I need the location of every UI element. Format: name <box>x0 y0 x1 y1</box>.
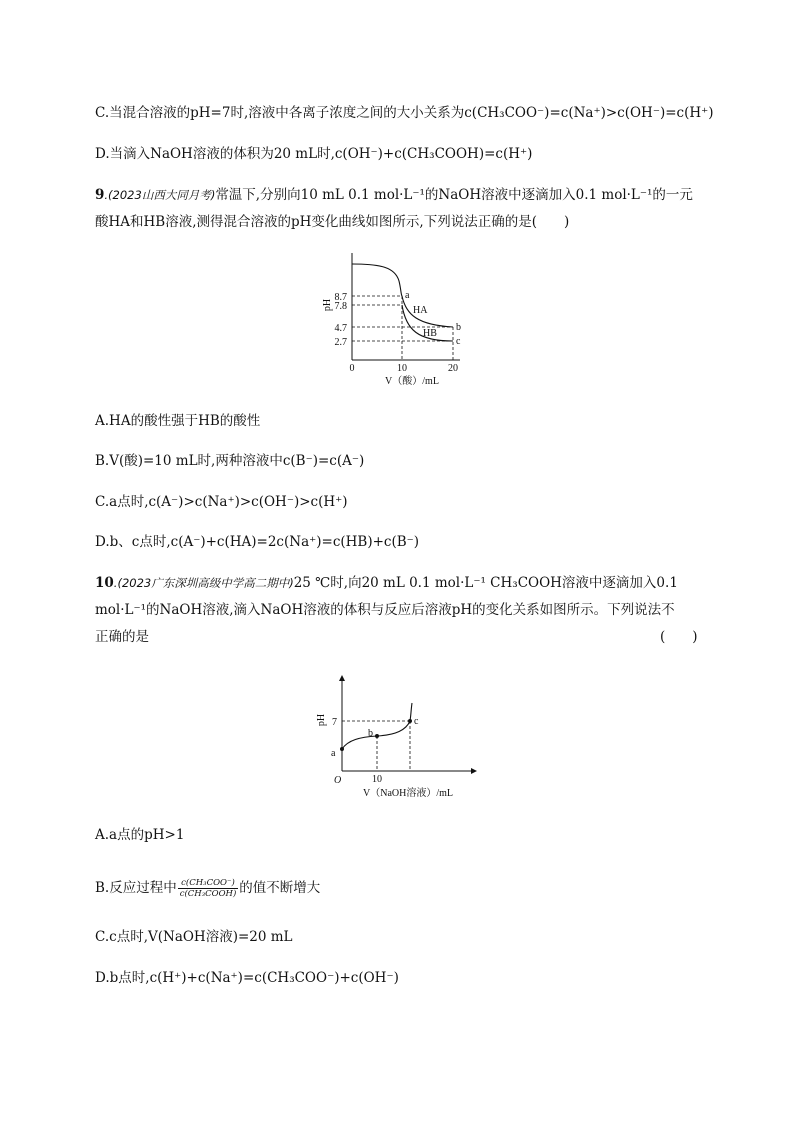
q10-point-a <box>340 747 344 751</box>
q9-point-a-label: a <box>405 290 410 301</box>
q9-option-a: A.HA的酸性强于HB的酸性 <box>95 413 261 429</box>
q10-point-a-label: a <box>331 748 336 759</box>
q9-ylabel: pH <box>322 298 333 312</box>
q10-option-c: C.c点时,V(NaOH溶液)=20 mL <box>95 929 293 945</box>
q10-fraction-denominator: c(CH₃COOH) <box>179 889 237 899</box>
q10-option-a: A.a点的pH>1 <box>95 827 185 843</box>
q10-chart <box>300 670 500 805</box>
q10-option-b-suffix: 的值不断增大 <box>239 880 321 896</box>
q9-point-b-label: b <box>456 322 461 333</box>
q9-ytick-78: 7.8 <box>334 301 347 312</box>
q10-stem-line2: mol·L⁻¹的NaOH溶液,滴入NaOH溶液的体积与反应后溶液pH的变化关系如图所示。下列说法不 <box>95 602 675 618</box>
q10-ytick-7: 7 <box>332 717 337 728</box>
q9-series-hb-label: HB <box>423 328 437 339</box>
q9-xtick-20: 20 <box>448 363 458 374</box>
q9-xtick-10: 10 <box>397 363 407 374</box>
q10-option-d: D.b点时,c(H⁺)+c(Na⁺)=c(CH₃COO⁻)+c(OH⁻) <box>95 970 399 986</box>
q9-xlabel: V（酸）/mL <box>385 376 439 387</box>
q10-point-b-label: b <box>368 728 373 739</box>
q10-point-c-label: c <box>414 716 419 727</box>
q10-xlabel: V（NaOH溶液）/mL <box>363 788 453 799</box>
q10-source: .(2023广东深圳高级中学高二期中) <box>113 576 294 590</box>
q10-point-c <box>408 719 412 723</box>
q9-option-d: D.b、c点时,c(A⁻)+c(HA)=2c(Na⁺)=c(HB)+c(B⁻) <box>95 534 420 550</box>
q9-point-c-label: c <box>456 336 461 347</box>
q9-xtick-0: 0 <box>349 363 355 374</box>
q10-stem-text1: 25 ℃时,向20 mL 0.1 mol·L⁻¹ CH₃COOH溶液中逐滴加入0.1 <box>293 575 678 591</box>
q10-stem-line1 <box>95 574 678 592</box>
q9-stem-line2: 酸HA和HB溶液,测得混合溶液的pH变化曲线如图所示,下列说法正确的是( ) <box>95 214 570 230</box>
q9-option-c: C.a点时,c(A⁻)>c(Na⁺)>c(OH⁻)>c(H⁺) <box>95 494 348 510</box>
q10-number: 10 <box>95 575 114 591</box>
q9-stem-text1: 常温下,分别向10 mL 0.1 mol·L⁻¹的NaOH溶液中逐滴加入0.1 mol·L⁻¹的一元 <box>215 187 693 203</box>
q9-stem-line1 <box>95 186 693 204</box>
q10-answer-paren: ( ) <box>660 629 698 645</box>
q9-ytick-27: 2.7 <box>334 337 347 348</box>
q10-ylabel: pH <box>316 713 327 727</box>
q8-option-c: C.当混合溶液的pH=7时,溶液中各离子浓度之间的大小关系为c(CH₃COO⁻)=c(Na⁺)>c(OH⁻)=c(H⁺) <box>95 105 714 121</box>
q9-number: 9 <box>95 187 105 203</box>
q9-curve-ha <box>352 264 453 327</box>
q9-series-ha-label: HA <box>413 305 428 316</box>
q8-option-d: D.当滴入NaOH溶液的体积为20 mL时,c(OH⁻)+c(CH₃COOH)=c(H⁺) <box>95 146 533 162</box>
q10-option-b <box>95 878 320 899</box>
q10-stem-line3: 正确的是 <box>95 629 149 645</box>
q10-option-b-fraction <box>178 878 239 899</box>
q10-option-b-prefix: B.反应过程中 <box>95 880 177 896</box>
q9-ytick-87: 8.7 <box>334 292 347 303</box>
q9-source: .(2023山西大同月考) <box>104 188 216 202</box>
q10-origin-label: O <box>334 775 342 786</box>
q9-ytick-47: 4.7 <box>334 323 347 334</box>
q10-xtick-10: 10 <box>372 774 382 785</box>
q9-chart <box>300 245 500 390</box>
q10-point-b <box>375 734 379 738</box>
q9-option-b: B.V(酸)=10 mL时,两种溶液中c(B⁻)=c(A⁻) <box>95 453 365 469</box>
q10-fraction-numerator: c(CH₃COO⁻) <box>178 878 239 889</box>
